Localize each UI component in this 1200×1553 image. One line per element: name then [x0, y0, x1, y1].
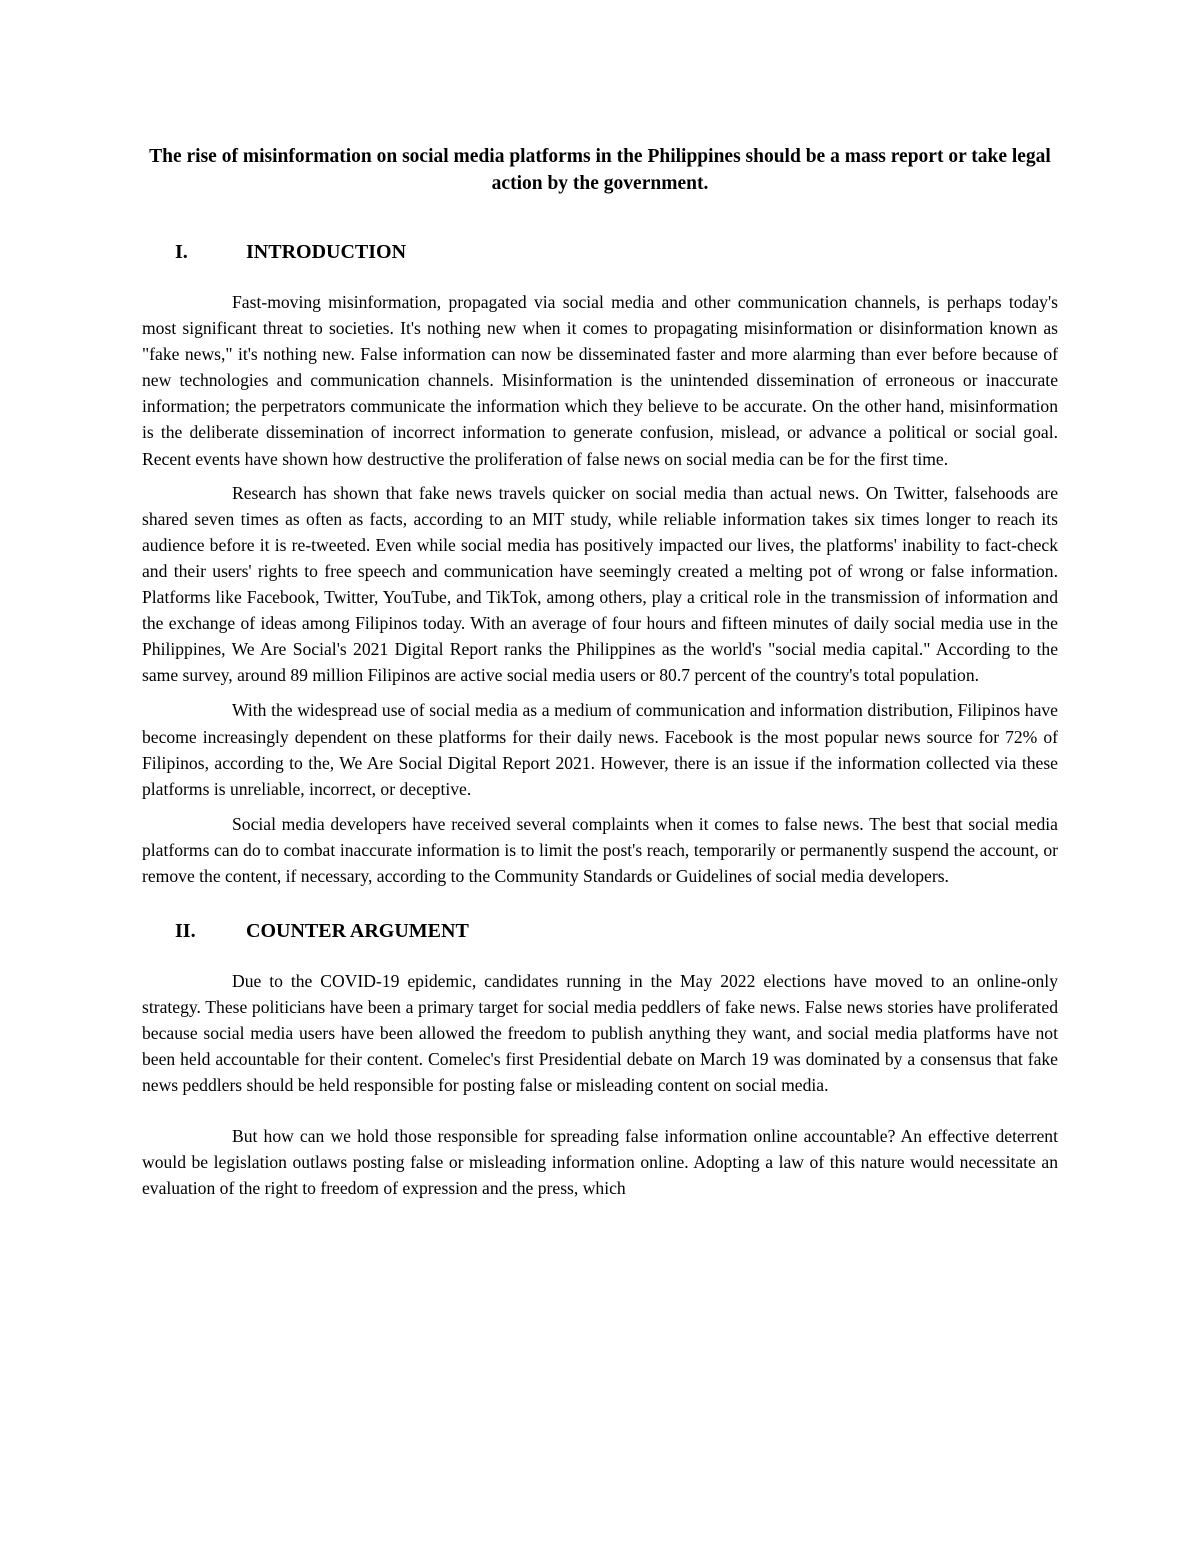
paragraph: Fast-moving misinformation, propagated via social media and other communication channels, is perhaps today's most significant threat to societies. It's nothing new when it comes to propagating misinformation or disinformation known as "fake news," it's nothing new. False information can now be disseminated faster and more alarming than ever before because of new technologies and communication channels. Misinformation is the unintended dissemination of erroneous or inaccurate information; the perpetrators communicate the information which they believe to be accurate. On the other hand, misinformation is the deliberate dissemination of incorrect information to generate confusion, mislead, or advance a political or social goal. Recent events have shown how destructive the proliferation of false news on social media can be for the first time.: [142, 292, 1058, 469]
paragraph: With the widespread use of social media as a medium of communication and information distribution, Filipinos have become increasingly dependent on these platforms for their daily news. Facebook is the most popular news source for 72% of Filipinos, according to the, We Are Social Digital Report 2021. However, there is an issue if the information collected via these platforms is unreliable, incorrect, or deceptive.: [142, 700, 1058, 799]
section-heading-counter-argument: [142, 918, 1058, 944]
paragraph: Research has shown that fake news travels quicker on social media than actual news. On Twitter, falsehoods are shared seven times as often as facts, according to an MIT study, while reliable information takes six times longer to reach its audience before it is re-tweeted. Even while social media has positively impacted our lives, the platforms' inability to fact-check and their users' rights to free speech and communication have seemingly created a melting pot of wrong or false information. Platforms like Facebook, Twitter, YouTube, and TikTok, among others, play a critical role in the transmission of information and the exchange of ideas among Filipinos today. With an average of four hours and fifteen minutes of daily social media use in the Philippines, We Are Social's 2021 Digital Report ranks the Philippines as the world's "social media capital." According to the same survey, around 89 million Filipinos are active social media users or 80.7 percent of the country's total population.: [142, 482, 1058, 686]
document-page: [142, 143, 1058, 1201]
section-heading-introduction: [142, 239, 1058, 265]
document-title: The rise of misinformation on social media platforms in the Philippines should be a mass report or take legal action by the government.: [149, 146, 1051, 194]
paragraph: But how can we hold those responsible for spreading false information online accountable? An effective deterrent would be legislation outlaws posting false or misleading information online. Adopting a law of this nature would necessitate an evaluation of the right to freedom of expression and the press, which: [142, 1125, 1058, 1198]
section-title: INTRODUCTION: [246, 241, 407, 263]
paragraph: Due to the COVID-19 epidemic, candidates running in the May 2022 elections have moved to an online-only strategy. These politicians have been a primary target for social media peddlers of fake news. False news stories have proliferated because social media users have been allowed the freedom to publish anything they want, and social media platforms have not been held accountable for their content. Comelec's first Presidential debate on March 19 was dominated by a consensus that fake news peddlers should be held responsible for posting false or misleading content on social media.: [142, 971, 1058, 1096]
section-number: I.: [175, 241, 188, 263]
section-title: COUNTER ARGUMENT: [246, 920, 469, 943]
section-number: II.: [175, 920, 196, 943]
paragraph: Social media developers have received several complaints when it comes to false news. The best that social media platforms can do to combat inaccurate information is to limit the post's reach, temporarily or permanently suspend the account, or remove the content, if necessary, according to the Community Standards or Guidelines of social media developers.: [142, 813, 1058, 886]
